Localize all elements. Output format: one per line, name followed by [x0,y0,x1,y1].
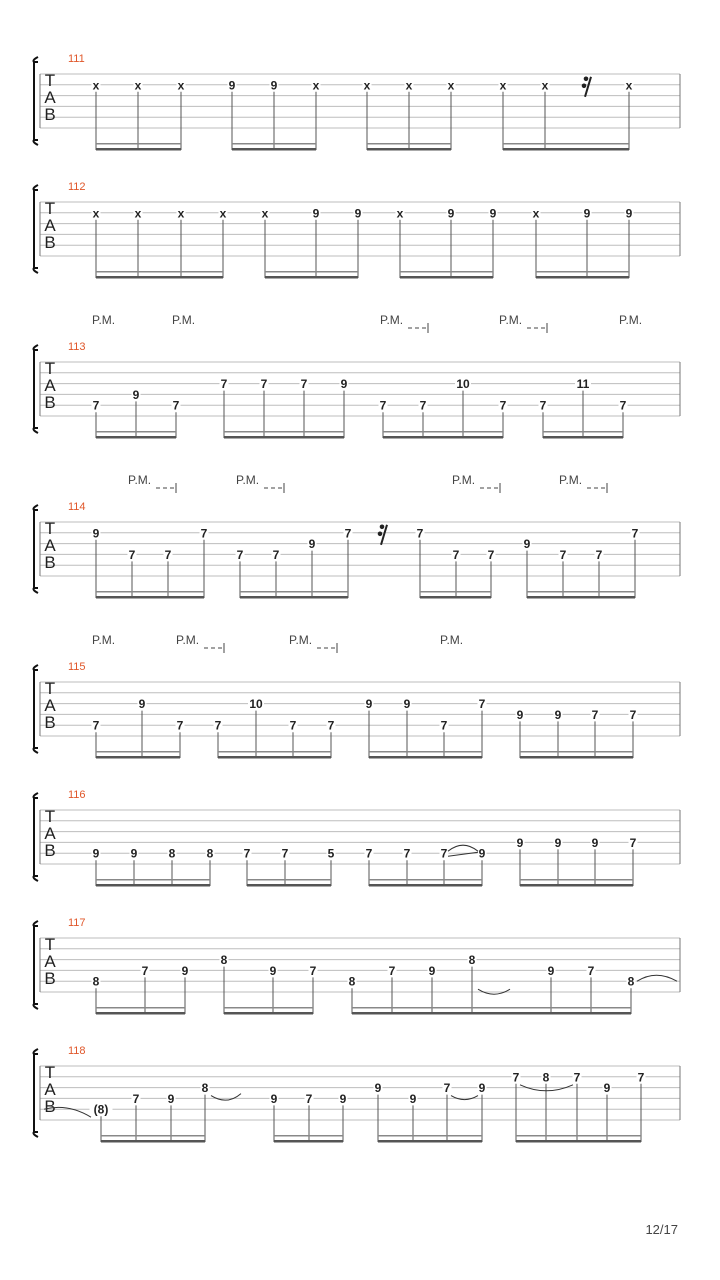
palm-mute-label: P.M. [380,313,404,327]
beam-primary [503,148,629,151]
beam-secondary [543,431,623,433]
fret-number: 7 [305,1091,313,1106]
beam-secondary [352,1007,472,1009]
beam-primary [96,148,181,151]
fret-number: 9 [132,387,140,402]
beam-secondary [400,271,493,273]
fret-number: 7 [344,526,352,541]
rest-dot [584,77,589,82]
tab-system [34,1045,681,1143]
dead-note: x [363,78,371,93]
fret-number: 7 [281,846,289,861]
sixteenth-rest [378,525,387,545]
fret-number: 9 [516,835,524,850]
palm-mute-label: P.M. [172,313,196,327]
fret-number: 7 [595,547,603,562]
tab-system [34,473,681,599]
tab-clef-letter: B [44,233,56,252]
beam-primary [96,1012,185,1015]
beam-secondary [96,1007,185,1009]
tab-clef-letter: B [44,393,56,412]
fret-number: 7 [629,835,637,850]
measure-number: 116 [68,789,86,801]
fret-number: 9 [354,206,362,221]
dead-note: x [177,206,185,221]
fret-number: 8 [92,974,100,989]
fret-number: 7 [478,697,486,712]
beam-primary [536,276,629,279]
fret-number: 9 [489,206,497,221]
beam-secondary [240,591,348,593]
fret-number: 9 [625,206,633,221]
measure-number: 113 [68,341,86,353]
fret-number: 9 [270,78,278,93]
beam-primary [369,884,482,887]
fret-number: 9 [340,377,348,392]
tab-clef-letter: A [44,696,56,715]
beam-secondary [247,879,331,881]
fret-number: 9 [181,963,189,978]
fret-number: 10 [249,697,263,712]
beam-primary [96,884,210,887]
fret-number: 7 [289,718,297,733]
fret-number: 8 [542,1070,550,1085]
tab-clef-letter: T [44,1063,56,1082]
tab-clef-letter: B [44,105,56,124]
tab-clef-letter: T [44,71,56,90]
dead-note: x [177,78,185,93]
fret-number: 7 [200,526,208,541]
dead-note: x [396,206,404,221]
fret-number: 9 [374,1081,382,1096]
beam-primary [247,884,331,887]
fret-number: 7 [141,963,149,978]
fret-number: 9 [308,537,316,552]
fret-number: 9 [583,206,591,221]
tab-system [34,313,681,439]
palm-mute-label: P.M. [128,473,152,487]
fret-number: 9 [554,835,562,850]
tab-system [34,917,681,1015]
tie [637,975,677,981]
fret-number: 7 [487,547,495,562]
measure-number: 115 [68,661,86,673]
fret-number: 7 [388,963,396,978]
beam-primary [96,276,223,279]
beam-primary [274,1140,343,1143]
beam-primary [265,276,358,279]
dead-note: x [312,78,320,93]
palm-mute-label: P.M. [236,473,260,487]
palm-mute-label: P.M. [440,633,464,647]
fret-number: 9 [554,707,562,722]
fret-number: 7 [300,377,308,392]
beam-secondary [520,751,633,753]
dead-note: x [405,78,413,93]
tab-system [34,789,681,887]
fret-number: 7 [327,718,335,733]
beam-secondary [232,143,316,145]
sixteenth-rest [582,77,591,97]
tab-clef-letter: A [44,952,56,971]
dead-note: x [261,206,269,221]
fret-number: 7 [272,547,280,562]
beam-secondary [274,1135,343,1137]
fret-number: 7 [92,718,100,733]
beam-secondary [96,879,210,881]
beam-secondary [383,431,503,433]
tab-clef-letter: B [44,969,56,988]
beam-secondary [96,751,180,753]
fret-number: 9 [523,537,531,552]
fret-number: 7 [419,398,427,413]
tab-clef-letter: A [44,216,56,235]
beam-primary [369,756,482,759]
beam-primary [400,276,493,279]
measure-number: 112 [68,181,86,193]
fret-number: 7 [220,377,228,392]
dead-note: x [447,78,455,93]
dead-note: x [92,206,100,221]
dead-note: x [219,206,227,221]
fret-number: 7 [512,1070,520,1085]
dead-note: x [532,206,540,221]
beam-secondary [378,1135,482,1137]
fret-number: 9 [270,1091,278,1106]
palm-mute-label: P.M. [559,473,583,487]
dead-note: x [625,78,633,93]
tab-clef-letter: T [44,807,56,826]
fret-number: 7 [587,963,595,978]
fret-number: 7 [637,1070,645,1085]
beam-secondary [224,431,344,433]
fret-number: 8 [206,846,214,861]
beam-primary [218,756,331,759]
rest-dot [378,532,383,537]
measure-number: 118 [68,1045,86,1057]
fret-number: 7 [379,398,387,413]
beam-secondary [96,271,223,273]
slur [451,1096,478,1100]
system-bracket [34,798,38,876]
beam-secondary [420,591,491,593]
tab-system [34,181,681,279]
fret-number: 7 [591,707,599,722]
fret-number: 7 [164,547,172,562]
tab-clef-letter: T [44,679,56,698]
beam-secondary [265,271,358,273]
fret-number: 7 [365,846,373,861]
fret-number: 7 [440,846,448,861]
beam-secondary [96,431,176,433]
beam-secondary [369,879,482,881]
fret-number: (8) [93,1102,109,1117]
rest-dot [380,525,385,530]
system-bracket [34,670,38,748]
palm-mute-label: P.M. [499,313,523,327]
beam-secondary [520,879,633,881]
beam-secondary [96,143,181,145]
beam-primary [96,756,180,759]
beam-primary [367,148,451,151]
fret-number: 9 [478,846,486,861]
fret-number: 9 [269,963,277,978]
beam-secondary [218,751,331,753]
tab-clef-letter: T [44,935,56,954]
tab-clef-letter: B [44,1097,56,1116]
fret-number: 7 [309,963,317,978]
fret-number: 7 [176,718,184,733]
page-number: 12/17 [645,1222,678,1237]
tab-system [34,53,681,151]
dead-note: x [134,206,142,221]
beam-secondary [536,271,629,273]
fret-number: 9 [603,1081,611,1096]
system-bracket [34,190,38,268]
system-bracket [34,926,38,1004]
beam-primary [101,1140,205,1143]
fret-number: 7 [172,398,180,413]
fret-number: 8 [220,953,228,968]
fret-number: 11 [576,377,590,392]
fret-number: 5 [327,846,335,861]
system-bracket [34,350,38,428]
fret-number: 9 [167,1091,175,1106]
fret-number: 7 [619,398,627,413]
beam-secondary [516,1135,641,1137]
measure-number: 117 [68,917,86,929]
tie [211,1094,241,1101]
fret-number: 9 [130,846,138,861]
beam-secondary [367,143,451,145]
palm-mute-label: P.M. [619,313,643,327]
beam-primary [420,596,491,599]
beam-secondary [503,143,629,145]
fret-number: 9 [92,526,100,541]
fret-number: 7 [443,1081,451,1096]
beam-secondary [472,1007,631,1009]
tab-clef-letter: A [44,1080,56,1099]
fret-number: 9 [365,697,373,712]
fret-number: 9 [447,206,455,221]
beam-primary [352,1012,472,1015]
fret-number: 7 [559,547,567,562]
fret-number: 7 [499,398,507,413]
palm-mute-label: P.M. [92,633,116,647]
fret-number: 10 [456,377,470,392]
tab-clef-letter: B [44,553,56,572]
dead-note: x [134,78,142,93]
tab-clef-letter: T [44,519,56,538]
fret-number: 7 [132,1091,140,1106]
fret-number: 9 [312,206,320,221]
beam-secondary [224,1007,313,1009]
fret-number: 7 [416,526,424,541]
system-bracket [34,510,38,588]
tab-clef-letter: B [44,713,56,732]
fret-number: 7 [629,707,637,722]
beam-primary [224,1012,313,1015]
palm-mute-label: P.M. [92,313,116,327]
system-bracket [34,62,38,140]
fret-number: 9 [92,846,100,861]
beam-primary [383,436,503,439]
beam-primary [516,1140,641,1143]
beam-primary [543,436,623,439]
beam-secondary [101,1135,205,1137]
palm-mute-label: P.M. [289,633,313,647]
palm-mute-label: P.M. [176,633,200,647]
fret-number: 8 [468,953,476,968]
tab-clef-letter: T [44,359,56,378]
slur [448,845,478,851]
fret-number: 7 [128,547,136,562]
fret-number: 7 [452,547,460,562]
beam-primary [527,596,635,599]
fret-number: 8 [201,1081,209,1096]
fret-number: 7 [403,846,411,861]
beam-primary [240,596,348,599]
fret-number: 9 [228,78,236,93]
tab-clef-letter: A [44,824,56,843]
fret-number: 9 [403,697,411,712]
beam-secondary [527,591,635,593]
palm-mute-label: P.M. [452,473,476,487]
fret-number: 9 [428,963,436,978]
fret-number: 9 [339,1091,347,1106]
system-bracket [34,1054,38,1132]
fret-number: 9 [547,963,555,978]
fret-number: 7 [236,547,244,562]
fret-number: 7 [631,526,639,541]
tab-clef-letter: B [44,841,56,860]
beam-primary [224,436,344,439]
fret-number: 9 [138,697,146,712]
tab-system [34,633,681,759]
tab-clef-letter: A [44,536,56,555]
fret-number: 9 [478,1081,486,1096]
beam-secondary [369,751,482,753]
beam-primary [96,596,204,599]
fret-number: 9 [516,707,524,722]
beam-primary [96,436,176,439]
fret-number: 7 [260,377,268,392]
fret-number: 8 [348,974,356,989]
measure-number: 114 [68,501,86,513]
fret-number: 9 [409,1091,417,1106]
fret-number: 9 [591,835,599,850]
fret-number: 7 [573,1070,581,1085]
tab-clef-letter: A [44,88,56,107]
fret-number: 7 [539,398,547,413]
dead-note: x [541,78,549,93]
tab-clef-letter: A [44,376,56,395]
tab-clef-letter: T [44,199,56,218]
dead-note: x [499,78,507,93]
fret-number: 8 [627,974,635,989]
rest-dot [582,84,587,89]
fret-number: 8 [168,846,176,861]
beam-primary [472,1012,631,1015]
fret-number: 7 [92,398,100,413]
beam-primary [378,1140,482,1143]
dead-note: x [92,78,100,93]
beam-primary [520,884,633,887]
fret-number: 7 [243,846,251,861]
beam-primary [232,148,316,151]
measure-number: 111 [68,53,85,65]
fret-number: 7 [440,718,448,733]
fret-number: 7 [214,718,222,733]
beam-secondary [96,591,204,593]
beam-primary [520,756,633,759]
